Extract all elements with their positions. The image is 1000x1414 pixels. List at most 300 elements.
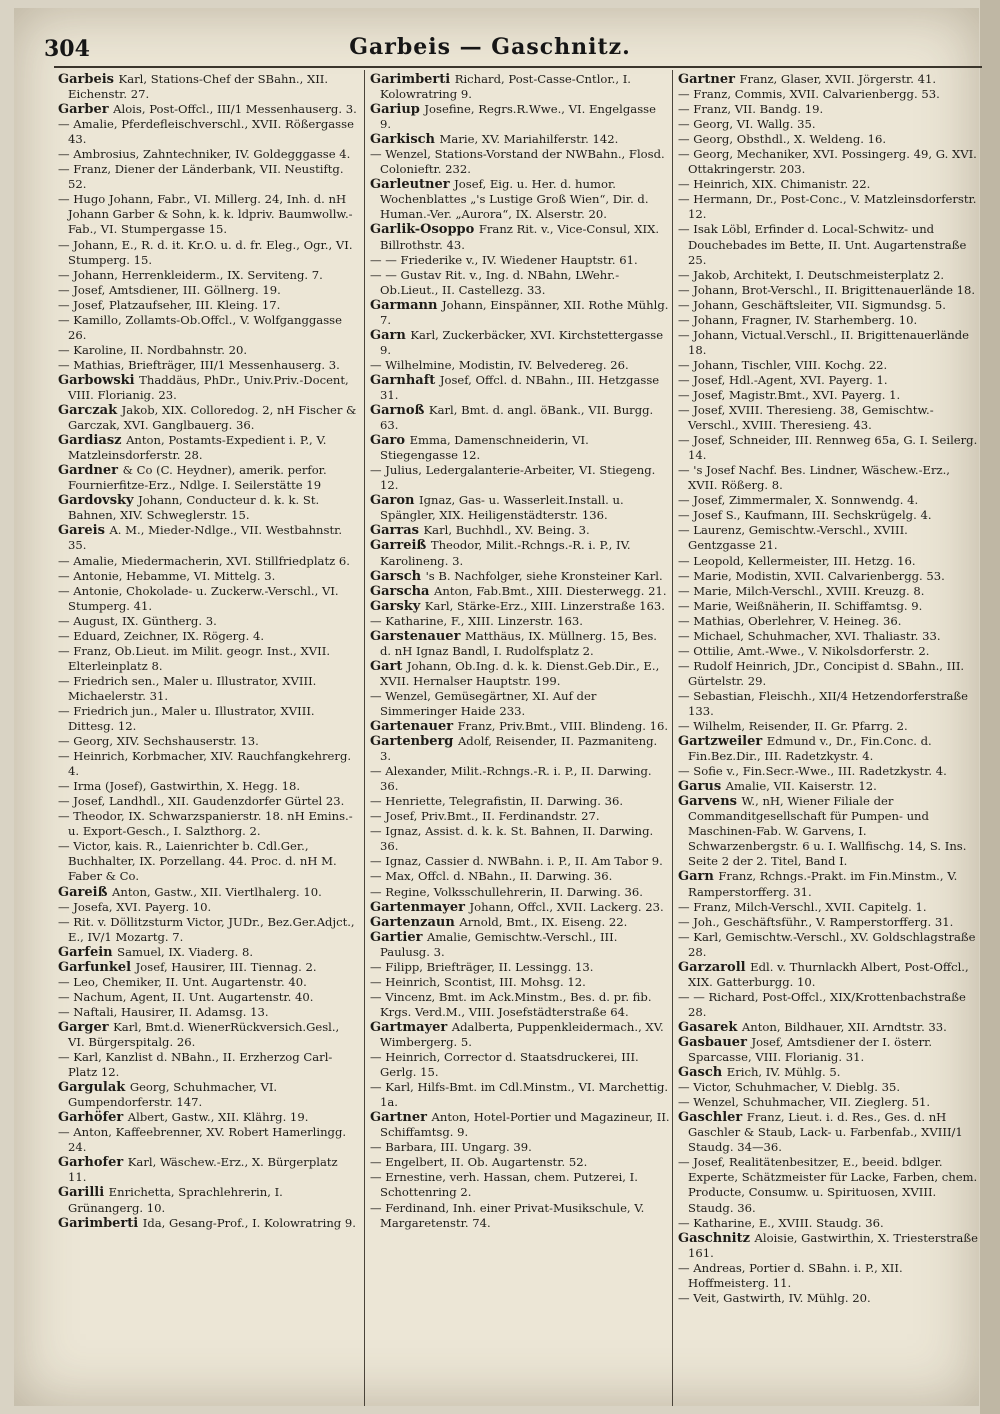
entry-surname: Gaschler [678,1110,747,1126]
directory-entry [678,794,978,869]
entry-text: — Karl, Gemischtw.-Verschl., XV. Goldschlagstraße 28. [678,929,976,959]
entry-text: — Michael, Schuhmacher, XVI. Thaliastr. 33. [678,628,941,643]
entry-text: — Henriette, Telegrafistin, II. Darwing. 36. [370,794,624,809]
entry-text: — Josef, Landhdl., XII. Gaudenzdorfer Gürtel 23. [58,794,345,809]
entry-text: Emma, Damenschneiderin, VI. Stiegengasse 12. [380,433,589,463]
entry-text: — Amalie, Miedermacherin, XVI. Stillfriedplatz 6. [58,553,350,568]
entry-text: — Victor, Schuhmacher, V. Dieblg. 35. [678,1080,901,1095]
entry-text: Johann, Offcl., XVII. Lackerg. 23. [469,899,664,914]
entry-surname: Gardiasz [58,433,127,449]
entry-text: Jakob, XIX. Colloredog. 2, nH Fischer & Garczak, XVI. Ganglbauerg. 36. [68,403,357,433]
entry-surname: Garzaroll [678,959,751,975]
directory-entry [370,147,670,177]
entry-surname: Garber [58,102,114,118]
entry-surname: Gartner [370,1110,432,1126]
entry-text: — Filipp, Briefträger, II. Lessingg. 13. [370,959,594,974]
entry-text: Amalie, VII. Kaiserstr. 12. [725,779,877,794]
directory-entry [370,1050,670,1080]
entry-surname: Garilli [58,1185,109,1201]
entry-text: — Laurenz, Gemischtw.-Verschl., XVIII. Gentzgasse 21. [678,523,908,553]
entry-text: — Ignaz, Cassier d. NWBahn. i. P., II. Am Tabor 9. [370,854,663,869]
entry-text: — Heinrich, XIX. Chimanistr. 22. [678,177,871,192]
entry-text: — Josef, Platzaufseher, III. Kleing. 17. [58,297,281,312]
entry-text: — Wenzel, Schuhmacher, VII. Zieglerg. 51. [678,1095,931,1110]
directory-entry [678,508,978,523]
entry-surname: Gartmayer [370,1019,452,1035]
entry-text: Theodor, Milit.-Rchngs.-R. i. P., IV. Karolineng. 3. [380,538,631,568]
entry-text: — Johann, Geschäftsleiter, VII. Sigmundsg. 5. [678,297,946,312]
directory-entry [370,809,670,824]
directory-entry [370,538,670,568]
directory-entry [678,930,978,960]
directory-entry [678,403,978,433]
entry-surname: Garras [370,523,424,539]
entry-text: — Anton, Kaffeebrenner, XV. Robert Hamerlingg. 24. [58,1125,347,1155]
entry-text: — Ignaz, Assist. d. k. k. St. Bahnen, II. Darwing. 36. [370,824,654,854]
entry-text: — Karl, Kanzlist d. NBahn., II. Erzherzog Carl-Platz 12. [58,1050,333,1080]
entry-surname: Garscha [370,583,435,599]
entry-text: — Andreas, Portier d. SBahn. i. P., XII. Hoffmeisterg. 11. [678,1260,903,1290]
directory-entry [370,1110,670,1140]
entry-text: — Mathias, Briefträger, III/1 Messenhauserg. 3. [58,357,340,372]
entry-surname: Garn [678,869,719,885]
directory-entry [58,1125,358,1155]
directory-entry [678,1110,978,1155]
directory-entry [678,644,978,659]
directory-entry [58,313,358,343]
entry-text: — — Richard, Post-Offcl., XIX/Krottenbachstraße 28. [678,989,966,1019]
directory-entry [370,373,670,403]
entry-text: — Josef, Zimmermaler, X. Sonnwendg. 4. [678,493,919,508]
entry-text: Johann, Ob.Ing. d. k. k. Dienst.Geb.Dir., E., XVII. Hernalser Hauptstr. 199. [380,658,660,688]
entry-text: — Friedrich jun., Maler u. Illustrator, XVIII. Dittesg. 12. [58,703,315,734]
entry-text: Anton, Gastw., XII. Viertlhalerg. 10. [112,884,322,899]
entry-text: — 's Josef Nachf. Bes. Lindner, Wäschew.-Erz., XVII. Rößerg. 8. [678,463,950,493]
entry-text: — Josef S., Kaufmann, III. Sechskrügelg. 4. [678,508,932,523]
entry-text: — Antonie, Chokolade- u. Zuckerw.-Verschl., VI. Stumperg. 41. [58,583,339,613]
entry-text: — — Gustav Rit. v., Ing. d. NBahn, LWehr.-Ob.Lieut., II. Castellezg. 33. [370,267,620,297]
directory-entry [370,132,670,147]
page-header [0,30,980,66]
directory-entry [678,523,978,553]
entry-text: Amalie, Gemischtw.-Verschl., III. Paulusg. 3. [380,929,618,959]
entry-text: Karl, Buchhdl., XV. Being. 3. [423,523,590,538]
directory-entry [58,298,358,313]
directory-entry [58,644,358,674]
directory-entry [58,569,358,584]
entry-surname: Garmann [370,297,442,313]
running-head: Garbeis — Gaschnitz. [349,34,631,60]
page-number: 304 [44,36,90,62]
directory-entry [678,358,978,373]
directory-entry [678,1231,978,1261]
column-divider [364,70,365,1406]
entry-text: — Sofie v., Fin.Secr.-Wwe., III. Radetzkystr. 4. [678,764,947,779]
directory-column-1 [58,72,358,1412]
entry-text: — Franz, Commis, XVII. Calvarienbergg. 53. [678,87,940,102]
directory-entry [370,599,670,614]
entry-text: — Nachum, Agent, II. Unt. Augartenstr. 40. [58,989,314,1004]
entry-text: — Irma (Josef), Gastwirthin, X. Hegg. 18. [58,779,301,794]
entry-surname: Garfein [58,944,118,960]
directory-entry [58,433,358,463]
entry-surname: Garreiß [370,538,431,554]
entry-text: Josef, Hausirer, III. Tiennag. 2. [135,959,317,974]
entry-text: — Naftali, Hausirer, II. Adamsg. 13. [58,1004,269,1019]
entry-surname: Gaschnitz [678,1230,755,1246]
entry-surname: Gartenauer [370,719,458,735]
directory-entry [678,554,978,569]
entry-text: — Johann, Tischler, VIII. Kochg. 22. [678,357,888,372]
entry-text: — Friedrich sen., Maler u. Illustrator, XVIII. Michaelerstr. 31. [58,673,317,703]
directory-entry [370,433,670,463]
entry-text: Johann, Einspänner, XII. Rothe Mühlg. 7. [380,297,669,327]
entry-text: Alois, Post-Offcl., III/1 Messenhauserg. 3. [113,102,357,117]
entry-text: Edmund v., Dr., Fin.Conc. d. Fin.Bez.Dir., III. Radetzkystr. 4. [688,734,932,764]
directory-entry [370,764,670,794]
entry-text: Adalberta, Puppenkleidermach., XV. Wimbergerg. 5. [380,1019,664,1049]
entry-text: — Regine, Volksschullehrerin, II. Darwing. 36. [370,884,643,899]
entry-text: — Wilhelm, Reisender, II. Gr. Pfarrg. 2. [678,719,908,734]
entry-text: — Georg, Mechaniker, XVI. Possingerg. 49, G. XVI. Ottakringerstr. 203. [678,147,977,177]
directory-entry [678,1261,978,1291]
entry-text: — Rudolf Heinrich, JDr., Concipist d. SBahn., III. Gürtelstr. 29. [678,658,965,688]
directory-entry [678,629,978,644]
directory-entry [678,1035,978,1065]
entry-text: Franz, Rchngs.-Prakt. im Fin.Minstm., V. Ramperstorfferg. 31. [688,869,958,899]
directory-entry [678,689,978,719]
directory-entry [370,1155,670,1170]
entry-text: Arnold, Bmt., IX. Eiseng. 22. [459,914,628,929]
directory-entry [678,659,978,689]
directory-entry [58,268,358,283]
entry-text: — Karl, Hilfs-Bmt. im Cdl.Minstm., VI. Marchettig. 1a. [370,1080,669,1110]
directory-entry [58,162,358,192]
entry-text: & Co (C. Heydner), amerik. perfor. Fournierfitze-Erz., Ndlge. I. Seilerstätte 19 [68,463,327,493]
entry-surname: Garimberti [370,72,455,87]
entry-text: Karl, Wäschew.-Erz., X. Bürgerplatz 11. [68,1155,338,1185]
entry-surname: Gasbauer [678,1035,752,1050]
entry-surname: Garger [58,1019,114,1035]
directory-entry [678,117,978,132]
entry-text: — Josef, Hdl.-Agent, XVI. Payerg. 1. [678,372,888,387]
entry-surname: Garlik-Osoppo [370,222,479,238]
directory-entry [678,764,978,779]
entry-text: — Ottilie, Amt.-Wwe., V. Nikolsdorferstr. 2. [678,643,930,658]
directory-entry [58,975,358,990]
entry-surname: Gareis [58,523,110,539]
directory-entry [678,147,978,177]
directory-entry [370,584,670,599]
directory-entry [678,132,978,147]
entry-text: — Johann, Herrenkleiderm., IX. Serviteng. 7. [58,267,323,282]
directory-entry [370,1201,670,1231]
directory-entry [58,463,358,493]
entry-surname: Garstenauer [370,628,465,644]
directory-entry [370,102,670,132]
directory-entry [370,298,670,328]
directory-entry [678,584,978,599]
directory-entry [678,1095,978,1110]
directory-entry [58,915,358,945]
directory-entry [678,779,978,794]
entry-text: — Joh., Geschäftsführ., V. Ramperstorfferg. 31. [678,914,954,929]
directory-entry [58,629,358,644]
entry-surname: Garon [370,493,420,509]
entry-surname: Garsch [370,568,426,584]
directory-entry [58,72,358,102]
entry-surname: Gartner [678,72,740,87]
entry-text: Karl, Bmt.d. WienerRückversich.Gesl., VI. Bürgerspitalg. 26. [68,1019,340,1049]
entry-surname: Gasarek [678,1019,742,1035]
entry-text: Franz, Lieut. i. d. Res., Ges. d. nH Gaschler & Staub, Lack- u. Farbenfab., XVIII/1 Staudg. 34—36. [688,1110,963,1155]
entry-text: — Katharine, F., XIII. Linzerstr. 163. [370,613,583,628]
entry-text: — Josef, Amtsdiener, III. Göllnerg. 19. [58,282,281,297]
entry-text: — Johann, Fragner, IV. Starhemberg. 10. [678,312,918,327]
directory-entry [678,1080,978,1095]
entry-text: — Marie, Weißnäherin, II. Schiffamtsg. 9. [678,598,923,613]
directory-entry [678,1065,978,1080]
directory-entry [58,674,358,704]
directory-entry [678,328,978,358]
directory-entry [678,283,978,298]
directory-entry [678,599,978,614]
directory-entry [58,614,358,629]
entry-text: Marie, XV. Mariahilferstr. 142. [439,132,619,147]
entry-text: Matthäus, IX. Müllnerg. 15, Bes. d. nH Ignaz Bandl, I. Rudolfsplatz 2. [380,628,657,658]
directory-column-3 [678,72,978,1412]
entry-text: — Kamillo, Zollamts-Ob.Offcl., V. Wolfganggasse 26. [58,312,342,342]
entry-text: Johann, Conducteur d. k. k. St. Bahnen, XIV. Schweglerstr. 15. [68,493,320,523]
entry-text: — Isak Löbl, Erfinder d. Local-Schwitz- und Douchebades im Bette, II. Unt. Augartenstraße 25. [678,222,967,267]
entry-text: — Vincenz, Bmt. im Ack.Minstm., Bes. d. pr. fib. Krgs. Verd.M., VIII. Josefstädterstraße 64. [370,989,652,1019]
directory-entry [678,177,978,192]
entry-text: Anton, Hotel-Portier und Magazineur, II. Schiffamtsg. 9. [380,1110,670,1140]
directory-entry [370,719,670,734]
directory-entry [678,569,978,584]
entry-text: Franz, Priv.Bmt., VIII. Blindeng. 16. [457,719,669,734]
entry-surname: Garimberti [58,1215,143,1231]
entry-text: — Hugo Johann, Fabr., VI. Millerg. 24, Inh. d. nH Johann Garber & Sohn, k. k. ldpriv. Baumwollw.-Fab., VI. Stumpergasse 15. [58,192,353,237]
directory-entry [678,960,978,990]
entry-text: — Eduard, Zeichner, IX. Rögerg. 4. [58,628,265,643]
directory-entry [58,147,358,162]
directory-entry [678,734,978,764]
directory-entry [370,734,670,764]
entry-surname: Garn [370,327,411,343]
entry-text: — Marie, Modistin, XVII. Calvarienbergg. 53. [678,568,945,583]
directory-entry [678,614,978,629]
entry-text: — Josef, Magistr.Bmt., XVI. Payerg. 1. [678,387,901,402]
directory-entry [678,915,978,930]
directory-entry [370,403,670,433]
directory-entry [58,779,358,794]
directory-entry [678,463,978,493]
entry-surname: Gardner [58,463,123,479]
entry-text: Josef, Offcl. d. NBahn., III. Hetzgasse 31. [380,372,660,402]
entry-surname: Gart [370,658,407,674]
entry-text: W., nH, Wiener Filiale der Commanditgesellschaft für Pumpen- und Maschinen-Fab. W. Garvens, I. Schwarzenbergstr. 6 u. I. Wallfischg. 14, S. Ins. Seite 2 der 2. Titel, Band I. [688,794,967,869]
directory-entry [370,72,670,102]
entry-surname: Garnoß [370,403,429,419]
entry-text: Josef, Amtsdiener der I. österr. Sparcasse, VIII. Florianig. 31. [688,1035,933,1065]
directory-entry [678,72,978,87]
directory-entry [58,102,358,117]
entry-text: — Johann, Victual.Verschl., II. Brigittenauerlände 18. [678,327,970,357]
entry-text: — August, IX. Güntherg. 3. [58,613,217,628]
directory-entry [58,117,358,147]
directory-entry [58,283,358,298]
directory-entry [58,584,358,614]
entry-text: — Max, Offcl. d. NBahn., II. Darwing. 36. [370,869,613,884]
directory-entry [678,869,978,899]
entry-text: — Theodor, IX. Schwarzspanierstr. 18. nH Emins.- u. Export-Gesch., I. Salzthorg. 2. [58,809,353,839]
entry-text: Anton, Postamts-Expedient i. P., V. Matzleinsdorferstr. 28. [68,433,327,463]
directory-entry [58,885,358,900]
entry-text: — Franz, Diener der Länderbank, VII. Neustiftg. 52. [58,162,344,192]
entry-surname: Gasch [678,1065,727,1081]
directory-entry [370,253,670,268]
entry-text: — Wilhelmine, Modistin, IV. Belvedereg. 26. [370,357,629,372]
directory-entry [58,990,358,1005]
directory-entry [678,87,978,102]
entry-text: — Marie, Milch-Verschl., XVIII. Kreuzg. 8. [678,583,925,598]
entry-text: Albert, Gastw., XII. Klährg. 19. [127,1110,309,1125]
entry-text: — Franz, Ob.Lieut. im Milit. geogr. Inst., XVII. Elterleinplatz 8. [58,643,331,673]
column-divider [672,70,673,1406]
entry-text: — Julius, Ledergalanterie-Arbeiter, VI. Stiegeng. 12. [370,463,656,493]
entry-text: — Georg, VI. Wallg. 35. [678,117,816,132]
directory-entry [370,930,670,960]
directory-entry [370,328,670,358]
directory-entry [58,358,358,373]
entry-surname: Garkisch [370,132,440,148]
directory-entry [370,915,670,930]
entry-text: Ignaz, Gas- u. Wasserleit.Install. u. Spängler, XIX. Heiligenstädterstr. 136. [380,493,624,523]
directory-entry [58,554,358,569]
entry-surname: Garczak [58,403,122,419]
directory-entry [678,373,978,388]
entry-surname: Gardovsky [58,493,139,509]
entry-surname: Gartzweiler [678,734,767,750]
entry-surname: Garbeis [58,72,119,87]
entry-text: — Veit, Gastwirth, IV. Mühlg. 20. [678,1290,871,1305]
entry-text: — Jakob, Architekt, I. Deutschmeisterplatz 2. [678,267,945,282]
directory-entry [58,373,358,403]
page-edge [980,0,1000,1414]
directory-entry [678,298,978,313]
entry-surname: Garo [370,433,410,449]
entry-text: — Franz, Milch-Verschl., XVII. Capitelg. 1. [678,899,927,914]
entry-text: Thaddäus, PhDr., Univ.Priv.-Docent, VIII. Florianig. 23. [68,372,349,402]
directory-entry [678,719,978,734]
entry-surname: Garsky [370,598,425,614]
directory-entry [58,1050,358,1080]
entry-surname: Garus [678,779,726,795]
entry-text: Edl. v. Thurnlackh Albert, Post-Offcl., XIX. Gatterburgg. 10. [688,959,969,989]
entry-text: — Barbara, III. Ungarg. 39. [370,1140,532,1155]
entry-text: Franz, Glaser, XVII. Jörgerstr. 41. [739,72,937,86]
directory-entry [58,794,358,809]
header-rule [54,66,982,68]
directory-entry [58,900,358,915]
directory-entry [370,975,670,990]
directory-entry [678,388,978,403]
entry-text: — Leo, Chemiker, II. Unt. Augartenstr. 40. [58,974,307,989]
entry-text: Josef, Eig. u. Her. d. humor. Wochenblattes „'s Lustige Groß Wien“, Dir. d. Human.-Ver. „Aurora“, IX. Alserstr. 20. [380,177,649,222]
directory-entry [370,1020,670,1050]
entry-text: — Alexander, Milit.-Rchngs.-R. i. P., II. Darwing. 36. [370,764,652,794]
entry-text: — Karoline, II. Nordbahnstr. 20. [58,342,248,357]
entry-text: — Georg, Obsthdl., X. Weldeng. 16. [678,132,887,147]
entry-surname: Gartenmayer [370,899,470,915]
entry-text: — Josefa, XVI. Payerg. 10. [58,899,212,914]
entry-text: — Amalie, Pferdefleischverschl., XVII. Rößergasse 43. [58,117,354,147]
directory-entry [58,238,358,268]
entry-text: — Ambrosius, Zahntechniker, IV. Goldegggasse 4. [58,147,351,162]
entry-text: — Josef, XVIII. Theresieng. 38, Gemischtw.-Verschl., XVIII. Theresieng. 43. [678,403,934,433]
directory-entry [370,358,670,373]
directory-entry [370,869,670,884]
directory-entry [58,1185,358,1215]
entry-text: A. M., Mieder-Ndlge., VII. Westbahnstr. 35. [68,523,343,553]
directory-entry [58,1080,358,1110]
entry-text: — Mathias, Oberlehrer, V. Heineg. 36. [678,613,902,628]
entry-text: Aloisie, Gastwirthin, X. Triesterstraße 161. [688,1230,978,1260]
entry-text: 's B. Nachfolger, siehe Kronsteiner Karl. [425,568,663,583]
directory-entry [678,433,978,463]
directory-entry [678,313,978,328]
entry-text: Karl, Zuckerbäcker, XVI. Kirchstettergasse 9. [380,327,664,357]
directory-entry [370,268,670,298]
entry-text: — Johann, E., R. d. it. Kr.O. u. d. fr. Eleg., Ogr., VI. Stumperg. 15. [58,237,353,267]
directory-entry [58,1005,358,1020]
directory-entry [58,1020,358,1050]
directory-entry [370,523,670,538]
directory-entry [678,268,978,283]
directory-entry [58,1110,358,1125]
entry-text: Josefine, Regrs.R.Wwe., VI. Engelgasse 9. [380,102,656,132]
directory-entry [58,343,358,358]
directory-entry [678,102,978,117]
directory-entry [370,794,670,809]
directory-entry [58,945,358,960]
directory-entry [58,523,358,553]
entry-text: Samuel, IX. Viaderg. 8. [117,944,254,959]
entry-text: Anton, Bildhauer, XII. Arndtstr. 33. [741,1019,947,1034]
entry-text: Erich, IV. Mühlg. 5. [726,1065,841,1080]
entry-text: — Rit. v. Döllitzsturm Victor, JUDr., Bez.Ger.Adjct., E., IV/1 Mozartg. 7. [58,914,355,944]
directory-entry [370,1170,670,1200]
directory-entry [370,854,670,869]
directory-entry [370,629,670,659]
entry-text: — Johann, Brot-Verschl., II. Brigittenauerlände 18. [678,282,976,297]
directory-entry [58,960,358,975]
directory-entry [58,839,358,884]
directory-entry [58,403,358,433]
entry-surname: Garhöfer [58,1110,128,1126]
directory-entry [370,1080,670,1110]
directory-entry [370,659,670,689]
directory-entry [678,493,978,508]
entry-text: Karl, Stärke-Erz., XIII. Linzerstraße 163. [424,598,665,613]
directory-entry [678,990,978,1020]
directory-entry [58,192,358,237]
directory-entry [58,493,358,523]
directory-entry [58,749,358,779]
entry-surname: Garleutner [370,177,455,193]
entry-text: — Antonie, Hebamme, VI. Mittelg. 3. [58,568,276,583]
